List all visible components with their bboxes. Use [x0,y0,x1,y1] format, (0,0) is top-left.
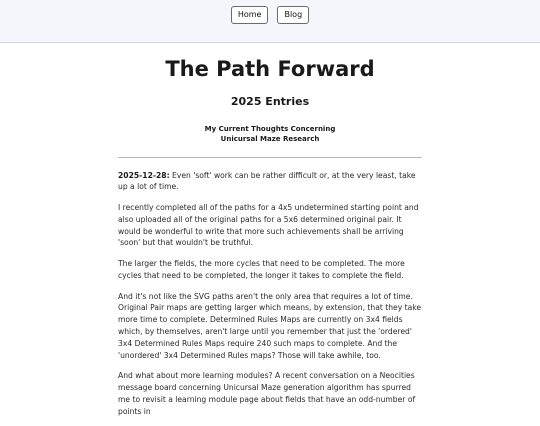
main-content [118,56,422,426]
entry-paragraph: I recently completed all of the paths for a 4x5 undetermined starting point and also uploaded all of the original paths for a 5x6 determined original pair. It would be wonderful to write that more such achievements shall be arriving 'soon' but that wouldn't be truthful. [118,203,419,248]
blog-button[interactable]: Blog [277,6,309,24]
tagline-line-2: Unicursal Maze Research [220,135,320,144]
section-divider [118,157,422,158]
entry-date: 2025-12-28: [118,170,170,180]
page-tagline [118,124,422,144]
nav-buttons [0,6,540,24]
page-title: The Path Forward [165,57,375,81]
entry-paragraph [118,170,422,194]
home-button[interactable]: Home [231,6,269,24]
entry-paragraph-text: Even 'soft' work can be rather difficult or, at the very least, take up a lot of time. [118,170,416,192]
entry-paragraph: And it's not like the SVG paths aren't the only area that requires a lot of time. Original Pair maps are getting larger which means, by extension, that they take more time to complete. Determined Rules Maps are currently on 3x4 fields which, by themselves, aren't large until you remember that just the 'ordered' 3x4 Determined Rules Maps require 240 such maps to complete. And the 'unordered' 3x4 Determined Rules maps? Those will take awhile, too. [118,291,422,360]
entry-paragraph: And what about more learning modules? A recent conversation on a Neocities message board concerning Unicursal Maze generation algorithm has spurred me to revisit a learning module page about fields that have an odd-number of points in [118,371,416,416]
blog-entry [118,170,422,418]
top-nav-bar [0,0,540,43]
page-subtitle: 2025 Entries [230,95,310,109]
tagline-line-1: My Current Thoughts Concerning [204,125,336,134]
entry-paragraph: The larger the fields, the more cycles that need to be completed. The more cycles that need to be completed, the longer it takes to complete the field. [118,259,405,280]
